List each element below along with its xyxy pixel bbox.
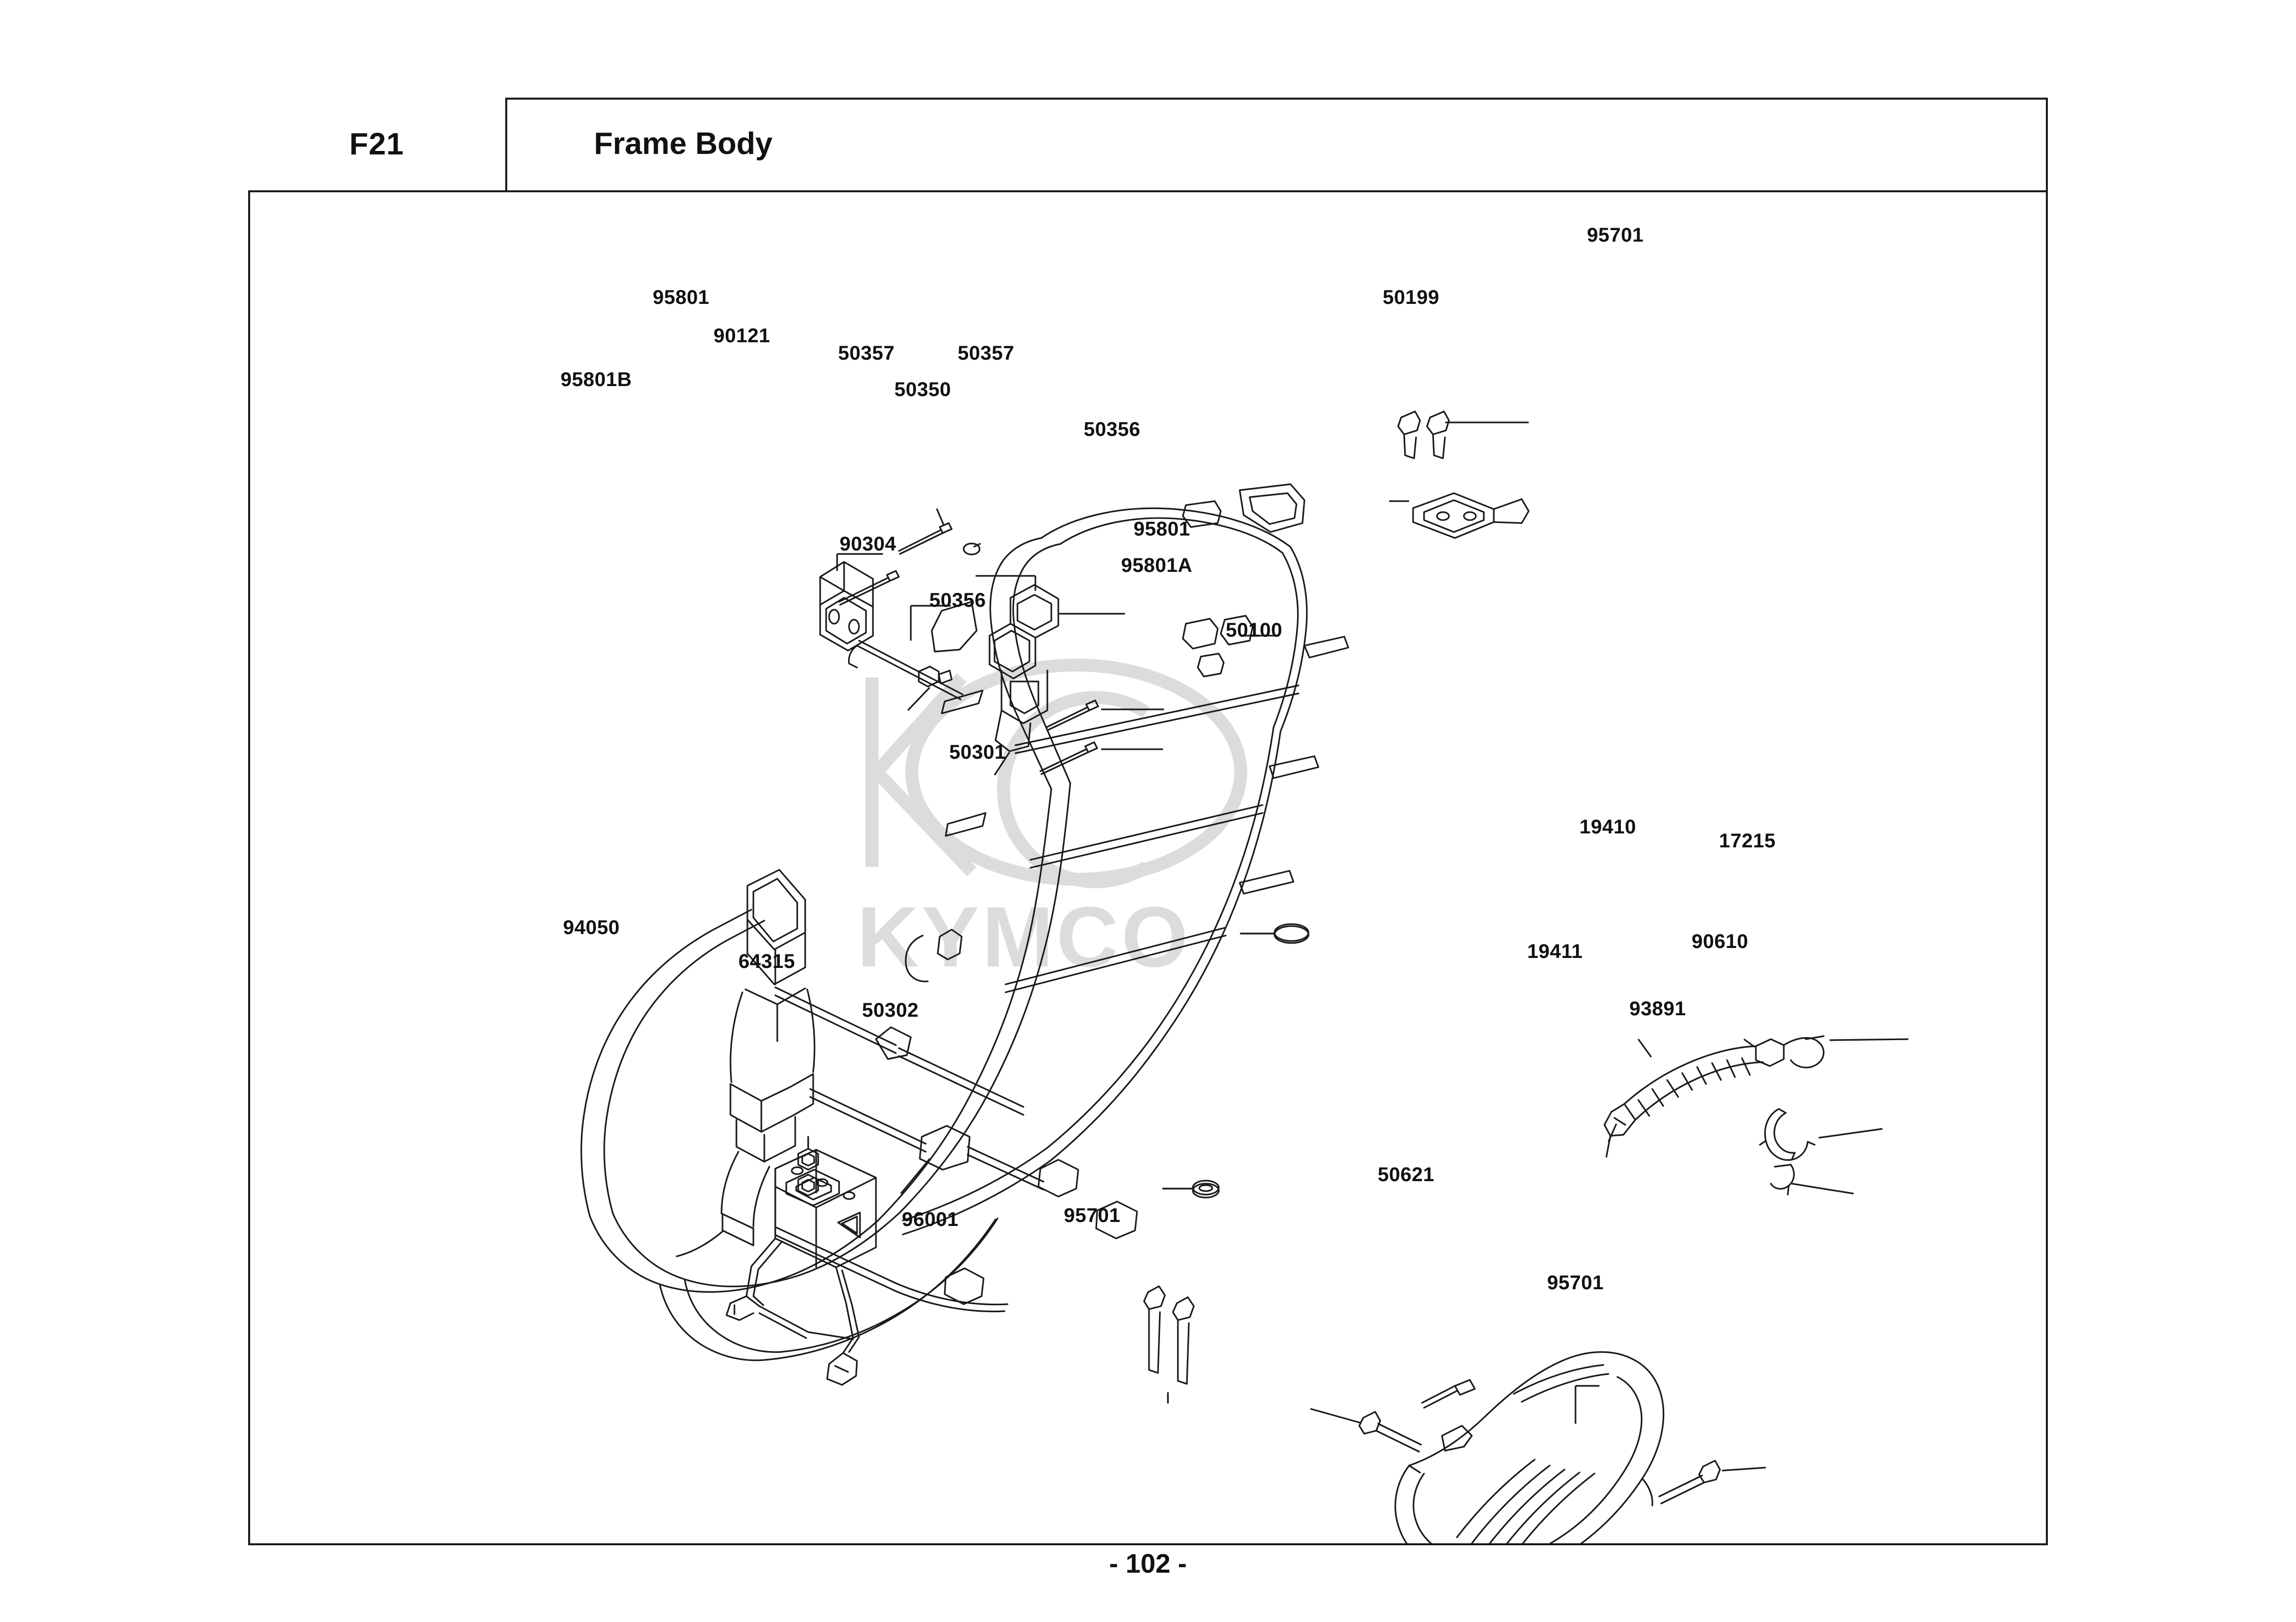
callout-90610: 90610	[1692, 931, 1748, 952]
section-code-cell	[248, 98, 507, 192]
callout-50356-upper: 50356	[1084, 418, 1141, 440]
callout-50357-left: 50357	[838, 342, 895, 364]
callout-50302: 50302	[862, 999, 919, 1021]
callout-95801B: 95801B	[561, 369, 632, 391]
page-number: - 102 -	[1109, 1549, 1187, 1579]
callout-95801A: 95801A	[1121, 554, 1193, 576]
callout-19410: 19410	[1579, 816, 1636, 838]
callout-50301: 50301	[949, 741, 1006, 763]
callout-94050: 94050	[563, 917, 620, 939]
callout-50199: 50199	[1383, 286, 1439, 308]
callout-50100: 50100	[1226, 619, 1283, 641]
callout-50356-lower: 50356	[929, 589, 986, 611]
callout-95801-upper: 95801	[653, 286, 710, 308]
callout-64315: 64315	[738, 950, 795, 972]
callout-95701-top: 95701	[1587, 224, 1644, 246]
callout-96001: 96001	[902, 1209, 959, 1230]
parts-drawing	[248, 192, 2048, 1545]
callout-93891: 93891	[1629, 998, 1686, 1020]
section-code: F21	[349, 127, 404, 161]
callout-90304: 90304	[840, 533, 896, 555]
callout-50357-right: 50357	[958, 342, 1014, 364]
svg-text:KYMCO: KYMCO	[857, 889, 1191, 985]
callout-19411: 19411	[1527, 941, 1583, 962]
callout-95701-left: 95701	[1064, 1205, 1121, 1226]
callout-50350: 50350	[894, 379, 951, 401]
callout-17215: 17215	[1719, 830, 1776, 852]
callout-50621: 50621	[1378, 1164, 1435, 1186]
callout-90121: 90121	[714, 325, 770, 347]
callout-95801-right: 95801	[1134, 518, 1190, 540]
callout-95701-right: 95701	[1547, 1272, 1604, 1294]
page-title: Frame Body	[594, 127, 773, 161]
